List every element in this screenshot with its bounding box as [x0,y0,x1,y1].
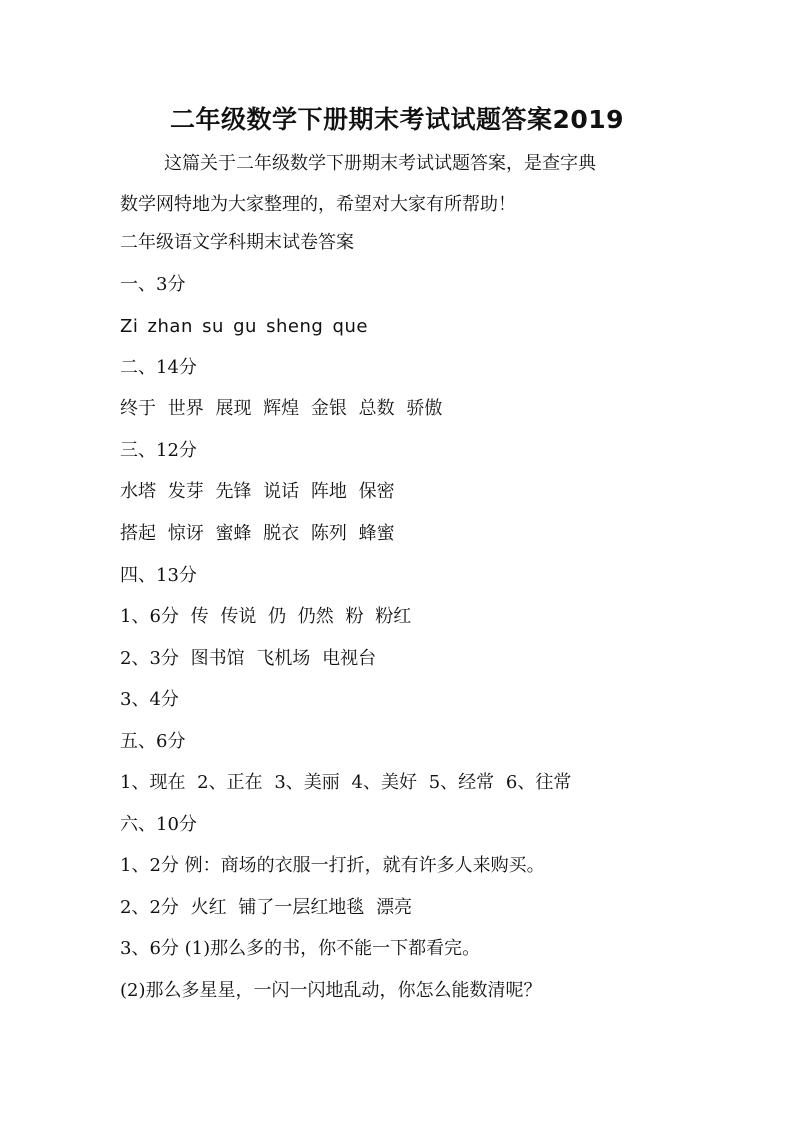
section-six-answer-2: 2、2分 火红 铺了一层红地毯 漂亮 [120,897,413,918]
section-four-answer-2: 2、3分 图书馆 飞机场 电视台 [120,648,377,669]
section-six-answer-3: 3、6分 (1)那么多的书，你不能一下都看完。 [120,938,481,959]
section-six-answer-3-part-2: (2)那么多星星，一闪一闪地乱动，你怎么能数清呢？ [120,980,542,1001]
section-four-answer-3: 3、4分 [120,689,179,710]
section-five-score: 五、6分 [120,731,186,752]
intro-line-1: 这篇关于二年级数学下册期末考试试题答案，是查字典 [164,153,596,174]
section-four-answer-1: 1、6分 传 传说 仍 仍然 粉 粉红 [120,606,412,627]
section-heading: 二年级语文学科期末试卷答案 [120,232,354,253]
section-six-answer-1: 1、2分 例：商场的衣服一打折，就有许多人来购买。 [120,855,545,876]
section-three-answers-2: 搭起 惊讶 蜜蜂 脱衣 陈列 蜂蜜 [120,523,395,544]
page-title: 二年级数学下册期末考试试题答案2019 [169,105,625,134]
section-two-answers: 终于 世界 展现 辉煌 金银 总数 骄傲 [120,398,443,419]
section-three-score: 三、12分 [120,440,197,461]
intro-line-2: 数学网特地为大家整理的，希望对大家有所帮助！ [120,194,516,215]
section-five-answers: 1、现在 2、正在 3、美丽 4、美好 5、经常 6、往常 [120,772,572,793]
section-one-score: 一、3分 [120,274,186,295]
section-three-answers-1: 水塔 发芽 先锋 说话 阵地 保密 [120,481,395,502]
section-two-score: 二、14分 [120,357,197,378]
intro-paragraph [120,143,680,225]
section-six-score: 六、10分 [120,814,197,835]
pinyin-answers: Zi zhan su gu sheng que [120,316,368,337]
section-four-score: 四、13分 [120,565,197,586]
